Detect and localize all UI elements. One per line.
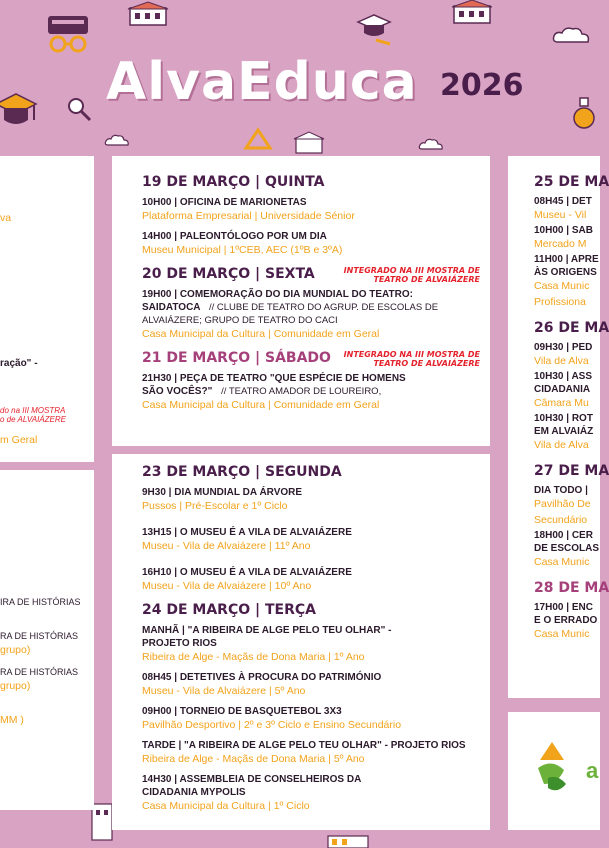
event: [142, 486, 482, 514]
event-title: 09H00 | TORNEIO DE BASQUETEBOL 3X3: [142, 706, 342, 717]
event: [142, 671, 482, 699]
cloud-icon: [104, 134, 128, 146]
event-title: DIA TODO |: [534, 485, 588, 496]
left-line: ração" -: [0, 358, 38, 369]
day-heading: 24 DE MARÇO | TERÇA: [142, 602, 317, 618]
event-place: Pavilhão Desportivo | 2º e 3º Ciclo e Ensino Secundário: [142, 719, 402, 731]
left-line: do na III MOSTRA: [0, 406, 66, 415]
header: [0, 52, 600, 122]
event-title-cont: [142, 385, 482, 398]
event: [142, 705, 482, 733]
event-place: Museu Municipal | 1ºCEB, AEC (1ºB e 3ºA): [142, 244, 343, 256]
center-bottom-panel: [112, 454, 490, 830]
school-building-icon: [452, 0, 492, 24]
event-place: Casa Municipal da Cultura | Comunidade em Geral: [142, 399, 380, 411]
event-title2: CIDADANIA MYPOLIS: [142, 787, 246, 798]
logo-panel: [508, 712, 600, 830]
event-title: 13H15 | O MUSEU É A VILA DE ALVAIÁZERE: [142, 527, 352, 538]
day-heading: 28 DE MA: [534, 580, 609, 596]
event: [142, 230, 482, 258]
event: [142, 739, 482, 767]
school-building-icon: [128, 2, 168, 26]
event-title: 16H10 | O MUSEU É A VILA DE ALVAIÁZERE: [142, 567, 352, 578]
cloud-icon: [418, 138, 442, 150]
graduation-cap-icon: [356, 12, 392, 46]
left-line: o de ALVAIÁZERE: [0, 415, 66, 424]
event-title: 08H45 | DET: [534, 196, 592, 207]
event-title2: SÃO VOCÊS?": [142, 386, 213, 397]
event-place: Museu - Vil: [534, 209, 587, 221]
day-heading: 19 DE MARÇO | QUINTA: [142, 174, 325, 190]
event: [142, 773, 482, 814]
event-title: 14H30 | ASSEMBLEIA DE CONSELHEIROS DA: [142, 774, 362, 785]
page-title: AlvaEduca: [106, 52, 418, 112]
municipality-logo: [534, 738, 584, 803]
event-title: CIDADANIA: [534, 384, 591, 395]
event: [142, 624, 482, 665]
event: [142, 566, 482, 594]
event-place: Câmara Mu: [534, 397, 589, 409]
event-title: 08H45 | DETETIVES À PROCURA DO PATRIMÓNIO: [142, 672, 382, 683]
event-title-cont: [142, 301, 482, 314]
right-panel: [508, 156, 609, 698]
event-title: 10H30 | ASS: [534, 371, 593, 382]
event-title: 9H30 | DIA MUNDIAL DA ÁRVORE: [142, 487, 303, 498]
event: [142, 526, 482, 554]
school-building-icon: [326, 832, 370, 848]
left-line: grupo): [0, 644, 31, 656]
event-place: Mercado M: [534, 238, 587, 250]
event-title: 19H00 | COMEMORAÇÃO DO DIA MUNDIAL DO TEATRO:: [142, 289, 413, 300]
event-title: EM ALVAIÁZ: [534, 426, 594, 437]
left-line: va: [0, 212, 12, 224]
logo-letter: a: [586, 758, 599, 783]
event-title2: SAIDATOCA: [142, 302, 201, 313]
day-heading: [142, 350, 482, 366]
event: [142, 196, 482, 224]
event: [142, 288, 482, 342]
page-year: 2026: [440, 68, 524, 103]
day-heading: 26 DE MA: [534, 320, 609, 336]
event-title: DE ESCOLAS: [534, 543, 600, 554]
event-title: 18H00 | CER: [534, 530, 593, 541]
event-place: Pavilhão De: [534, 498, 591, 510]
event-place: Ribeira de Alge - Maçãs de Dona Maria | 5º Ano: [142, 753, 365, 765]
left-line: IRA DE HISTÓRIAS: [0, 597, 81, 607]
center-top-panel: [112, 156, 490, 446]
mostra-note: INTEGRADO NA III MOSTRA DE TEATRO DE ALVAIÁZERE: [343, 266, 480, 284]
event-place: Museu - Vila de Alvaiázere | 5º Ano: [142, 685, 306, 697]
school-building-icon: [294, 132, 324, 154]
left-panel-top: [0, 156, 94, 462]
event: [142, 372, 482, 413]
day-heading-text: 21 DE MARÇO | SÁBADO: [142, 350, 331, 366]
day-heading: [142, 266, 482, 282]
books-glasses-icon: [44, 14, 92, 54]
left-line: m Geral: [0, 434, 38, 446]
event-place: Casa Municipal da Cultura | Comunidade em Geral: [142, 328, 380, 340]
event-title: 10H00 | SAB: [534, 225, 593, 236]
event-place: Profissiona: [534, 296, 586, 308]
event-place: Ribeira de Alge - Maçãs de Dona Maria | 1º Ano: [142, 651, 365, 663]
mostra-note: INTEGRADO NA III MOSTRA DE TEATRO DE ALVAIÁZERE: [343, 350, 480, 368]
event-org: // TEATRO AMADOR DE LOUREIRO,: [221, 386, 382, 397]
event-place: Museu - Vila de Alvaiázere | 10º Ano: [142, 580, 312, 592]
event-title: E O ERRADO: [534, 615, 598, 626]
event-place: Secundário: [534, 514, 588, 526]
day-heading: 27 DE MA: [534, 463, 609, 479]
event-title: 10H30 | ROT: [534, 413, 593, 424]
event-org: ALVAIÁZERE; GRUPO DE TEATRO DO CACI: [142, 315, 338, 326]
event-place: Casa Munic: [534, 280, 590, 292]
event-place: Plataforma Empresarial | Universidade Sénior: [142, 210, 355, 222]
event-title: 10H00 | OFICINA DE MARIONETAS: [142, 197, 307, 208]
event-place: Casa Munic: [534, 628, 590, 640]
event-place: Museu - Vila de Alvaiázere | 11º Ano: [142, 540, 311, 552]
event-place: Casa Munic: [534, 556, 590, 568]
left-panel-bottom: [0, 470, 94, 810]
event-title: 17H00 | ENC: [534, 602, 593, 613]
event-place: Vila de Alva: [534, 439, 589, 451]
day-heading: 23 DE MARÇO | SEGUNDA: [142, 464, 342, 480]
event-title2: PROJETO RIOS: [142, 638, 217, 649]
event-title: 09H30 | PED: [534, 342, 593, 353]
left-line: grupo): [0, 680, 31, 692]
day-heading: 25 DE MA: [534, 174, 609, 190]
triangle-ruler-icon: [244, 128, 272, 150]
event-title: TARDE | "A RIBEIRA DE ALGE PELO TEU OLHAR" - PROJETO RIOS: [142, 740, 466, 751]
left-line: RA DE HISTÓRIAS: [0, 631, 79, 641]
event-place: Vila de Alva: [534, 355, 589, 367]
event-title: 11H00 | APRE: [534, 254, 599, 265]
event-place: Pussos | Pré-Escolar e 1º Ciclo: [142, 500, 288, 512]
day-heading-text: 20 DE MARÇO | SEXTA: [142, 266, 315, 282]
cloud-icon: [552, 26, 592, 44]
left-line: MM ): [0, 714, 24, 726]
event-title: 14H00 | PALEONTÓLOGO POR UM DIA: [142, 231, 327, 242]
left-line: RA DE HISTÓRIAS: [0, 667, 79, 677]
event-title: ÀS ORIGENS: [534, 267, 597, 278]
event-place: Casa Municipal da Cultura | 1º Ciclo: [142, 800, 310, 812]
event-title: 21H30 | PEÇA DE TEATRO "QUE ESPÉCIE DE HOMENS: [142, 373, 406, 384]
event-org: // CLUBE DE TEATRO DO AGRUP. DE ESCOLAS DE: [208, 302, 439, 313]
event-title: MANHÃ | "A RIBEIRA DE ALGE PELO TEU OLHAR" -: [142, 625, 392, 636]
